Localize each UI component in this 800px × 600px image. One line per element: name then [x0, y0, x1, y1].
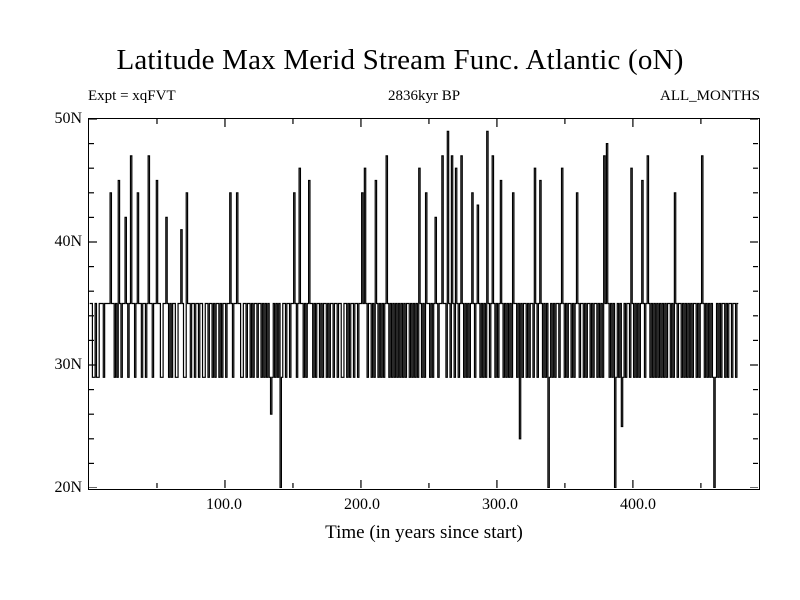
months-label: ALL_MONTHS — [660, 88, 760, 104]
y-tick-40N: 40N — [54, 233, 82, 250]
x-tick-300: 300.0 — [482, 496, 518, 513]
subheader-center-label: 2836kyr BP — [387, 88, 461, 104]
y-tick-50N: 50N — [54, 110, 82, 127]
x-tick-400: 400.0 — [620, 496, 656, 513]
x-axis-title: Time (in years since start) — [325, 522, 523, 543]
y-tick-20N: 20N — [54, 479, 82, 496]
x-tick-200: 200.0 — [344, 496, 380, 513]
x-tick-100: 100.0 — [206, 496, 242, 513]
chart-title: Latitude Max Merid Stream Func. Atlantic (oN) — [116, 44, 684, 76]
experiment-label: Expt = xqFVT — [88, 88, 176, 104]
y-tick-30N: 30N — [54, 356, 82, 373]
